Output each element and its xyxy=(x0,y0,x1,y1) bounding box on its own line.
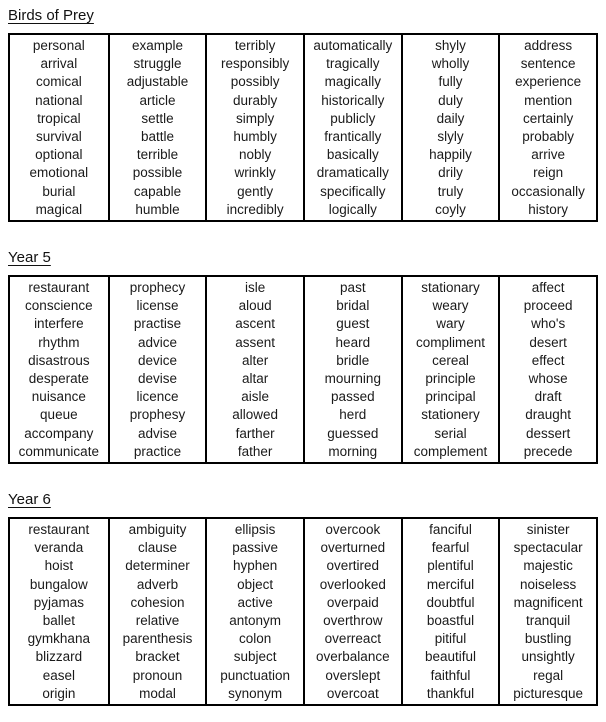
word: address xyxy=(524,38,573,53)
word: arrival xyxy=(40,56,78,72)
word: stationery xyxy=(421,407,480,423)
word: tropical xyxy=(37,110,81,126)
word: morning xyxy=(328,443,378,459)
word: ambiguity xyxy=(128,522,187,538)
word: overslept xyxy=(325,667,381,683)
word: frantically xyxy=(324,129,382,145)
word: hyphen xyxy=(233,558,278,574)
word: gymkhana xyxy=(27,631,90,647)
word: unsightly xyxy=(521,649,575,665)
word-column xyxy=(108,519,206,704)
word-column xyxy=(108,277,206,462)
word: magically xyxy=(324,74,381,90)
word: blizzard xyxy=(35,649,83,665)
word: practice xyxy=(133,443,182,459)
word: overcook xyxy=(325,522,381,538)
word: advise xyxy=(137,425,177,441)
word: guessed xyxy=(327,425,379,441)
word-column xyxy=(205,35,303,220)
word: history xyxy=(528,201,569,217)
word-column xyxy=(498,519,596,704)
word: specifically xyxy=(320,183,386,199)
word: possibly xyxy=(230,74,280,90)
word-column xyxy=(401,519,499,704)
word: truly xyxy=(437,183,464,199)
word: overturned xyxy=(320,540,386,556)
word: prophesy xyxy=(129,407,186,423)
word: fearful xyxy=(431,540,470,556)
word: overcoat xyxy=(326,685,379,701)
word: punctuation xyxy=(220,667,291,683)
word: durably xyxy=(233,92,278,108)
word: probably xyxy=(522,129,575,145)
word: synonym xyxy=(228,685,283,701)
word: bridal xyxy=(336,298,370,314)
word-column xyxy=(205,519,303,704)
word: nobly xyxy=(239,147,272,163)
word: conscience xyxy=(25,298,93,314)
word: clause xyxy=(137,540,177,556)
word-column xyxy=(401,35,499,220)
word: farther xyxy=(235,425,275,441)
word: modal xyxy=(139,685,176,701)
word: nuisance xyxy=(31,389,86,405)
word: reign xyxy=(533,165,564,181)
word: sentence xyxy=(520,56,576,72)
word: colon xyxy=(239,631,272,647)
word: settle xyxy=(141,110,174,126)
word: accompany xyxy=(24,425,94,441)
word: parenthesis xyxy=(122,631,193,647)
word: tranquil xyxy=(526,613,571,629)
word: slyly xyxy=(437,129,464,145)
word: optional xyxy=(35,147,83,163)
word: spectacular xyxy=(513,540,583,556)
word: subject xyxy=(233,649,277,665)
word: example xyxy=(131,38,183,53)
word: plentiful xyxy=(427,558,474,574)
word: noiseless xyxy=(520,576,577,592)
word-column xyxy=(10,35,108,220)
word: article xyxy=(139,92,176,108)
word: magnificent xyxy=(513,594,583,610)
word: drily xyxy=(438,165,463,181)
word: merciful xyxy=(426,576,475,592)
word: fanciful xyxy=(429,522,472,538)
word: survival xyxy=(35,129,82,145)
word: weary xyxy=(432,298,469,314)
word: possible xyxy=(132,165,183,181)
word: logically xyxy=(328,201,377,217)
word: thankful xyxy=(426,685,475,701)
word: father xyxy=(237,443,273,459)
word-column xyxy=(401,277,499,462)
word: picturesque xyxy=(513,685,584,701)
word: veranda xyxy=(34,540,84,556)
word-column xyxy=(498,35,596,220)
word: principal xyxy=(425,389,476,405)
word: overthrow xyxy=(323,613,383,629)
word: advice xyxy=(137,334,177,350)
word: alter xyxy=(242,352,269,368)
word: struggle xyxy=(133,56,182,72)
word: automatically xyxy=(313,38,393,53)
word: interfere xyxy=(34,316,84,332)
word: easel xyxy=(42,667,75,683)
word: compliment xyxy=(415,334,485,350)
word: dessert xyxy=(526,425,571,441)
word: humbly xyxy=(233,129,277,145)
word: license xyxy=(136,298,179,314)
word: queue xyxy=(40,407,78,423)
word: rhythm xyxy=(38,334,80,350)
word: devise xyxy=(137,371,177,387)
word: allowed xyxy=(232,407,279,423)
word: wholly xyxy=(431,56,470,72)
word: antonym xyxy=(229,613,282,629)
word: determiner xyxy=(125,558,190,574)
word: heard xyxy=(335,334,371,350)
word: proceed xyxy=(523,298,573,314)
word: past xyxy=(340,280,366,296)
word: adjustable xyxy=(126,74,189,90)
word: boastful xyxy=(426,613,475,629)
word: ballet xyxy=(42,613,75,629)
word: simply xyxy=(236,110,275,126)
word: overpaid xyxy=(326,594,379,610)
word: cereal xyxy=(432,352,469,368)
word-column xyxy=(205,277,303,462)
word: licence xyxy=(136,389,179,405)
word: passed xyxy=(331,389,375,405)
word: aisle xyxy=(241,389,270,405)
word: comical xyxy=(35,74,82,90)
word-table xyxy=(8,33,598,222)
word: overbalance xyxy=(316,649,390,665)
word: responsibly xyxy=(221,56,290,72)
word: publicly xyxy=(330,110,376,126)
word: origin xyxy=(42,685,76,701)
section-year-6 xyxy=(8,490,598,706)
word: principle xyxy=(425,371,476,387)
word: adverb xyxy=(136,576,179,592)
word: doubtful xyxy=(426,594,475,610)
word-column xyxy=(303,277,401,462)
word-column xyxy=(10,277,108,462)
word-column xyxy=(498,277,596,462)
word: certainly xyxy=(523,110,574,126)
word: dramatically xyxy=(316,165,389,181)
word: bracket xyxy=(135,649,180,665)
word: passive xyxy=(232,540,279,556)
word: gently xyxy=(237,183,274,199)
word: whose xyxy=(528,371,568,387)
word: desperate xyxy=(28,371,89,387)
word-column xyxy=(10,519,108,704)
word: wrinkly xyxy=(234,165,276,181)
word: pyjamas xyxy=(33,594,84,610)
word: burial xyxy=(42,183,76,199)
word: capable xyxy=(133,183,182,199)
word: effect xyxy=(531,352,565,368)
word: experience xyxy=(515,74,582,90)
word: personal xyxy=(32,38,85,53)
word: ellipsis xyxy=(234,522,276,538)
word: mention xyxy=(524,92,573,108)
section-heading: Year 5 xyxy=(8,249,51,267)
word: terribly xyxy=(234,38,276,53)
word: draft xyxy=(534,389,562,405)
word: emotional xyxy=(29,165,89,181)
word: disastrous xyxy=(28,352,90,368)
section-birds-of-prey xyxy=(8,6,598,222)
word: active xyxy=(237,594,273,610)
word-table xyxy=(8,517,598,706)
section-heading: Year 6 xyxy=(8,491,51,509)
word: who's xyxy=(531,316,566,332)
word: relative xyxy=(135,613,180,629)
word: duly xyxy=(438,92,463,108)
word: humble xyxy=(135,201,180,217)
word: majestic xyxy=(523,558,573,574)
word: mourning xyxy=(324,371,381,387)
word: isle xyxy=(245,280,266,296)
word: sinister xyxy=(526,522,570,538)
word: bungalow xyxy=(29,576,88,592)
word: aloud xyxy=(238,298,272,314)
word: basically xyxy=(326,147,379,163)
word: desert xyxy=(529,334,567,350)
word: overreact xyxy=(324,631,381,647)
word: object xyxy=(237,576,274,592)
word: faithful xyxy=(430,667,471,683)
word: national xyxy=(35,92,83,108)
word: serial xyxy=(434,425,467,441)
word: regal xyxy=(533,667,564,683)
word: wary xyxy=(436,316,465,332)
word: shyly xyxy=(435,38,466,53)
word-column xyxy=(303,35,401,220)
word: herd xyxy=(339,407,367,423)
word: overtired xyxy=(326,558,380,574)
word: beautiful xyxy=(424,649,477,665)
word: bustling xyxy=(524,631,572,647)
word: prophecy xyxy=(129,280,186,296)
word: overlooked xyxy=(319,576,386,592)
word: arrive xyxy=(531,147,566,163)
word: hoist xyxy=(44,558,74,574)
word: bridle xyxy=(336,352,370,368)
word: practise xyxy=(133,316,182,332)
word: altar xyxy=(242,371,269,387)
word: pronoun xyxy=(132,667,183,683)
word: assent xyxy=(235,334,276,350)
word: draught xyxy=(525,407,572,423)
word: tragically xyxy=(326,56,380,72)
word-table xyxy=(8,275,598,464)
word: guest xyxy=(336,316,370,332)
word: ascent xyxy=(235,316,276,332)
word: restaurant xyxy=(28,280,90,296)
word: occasionally xyxy=(511,183,585,199)
word: communicate xyxy=(18,443,99,459)
word: magical xyxy=(35,201,83,217)
word: device xyxy=(137,352,177,368)
word-column xyxy=(108,35,206,220)
section-year-5 xyxy=(8,248,598,464)
word: restaurant xyxy=(28,522,90,538)
word: happily xyxy=(429,147,472,163)
word: stationary xyxy=(421,280,480,296)
section-heading: Birds of Prey xyxy=(8,7,94,24)
word-column xyxy=(303,519,401,704)
word: pitiful xyxy=(434,631,467,647)
word: affect xyxy=(531,280,565,296)
word: terrible xyxy=(136,147,179,163)
word: cohesion xyxy=(130,594,185,610)
word: fully xyxy=(438,74,463,90)
word: incredibly xyxy=(226,201,284,217)
word: precede xyxy=(523,443,573,459)
word: battle xyxy=(140,129,174,145)
word: complement xyxy=(413,443,488,459)
word: coyly xyxy=(435,201,466,217)
word: historically xyxy=(321,92,385,108)
word: daily xyxy=(436,110,465,126)
